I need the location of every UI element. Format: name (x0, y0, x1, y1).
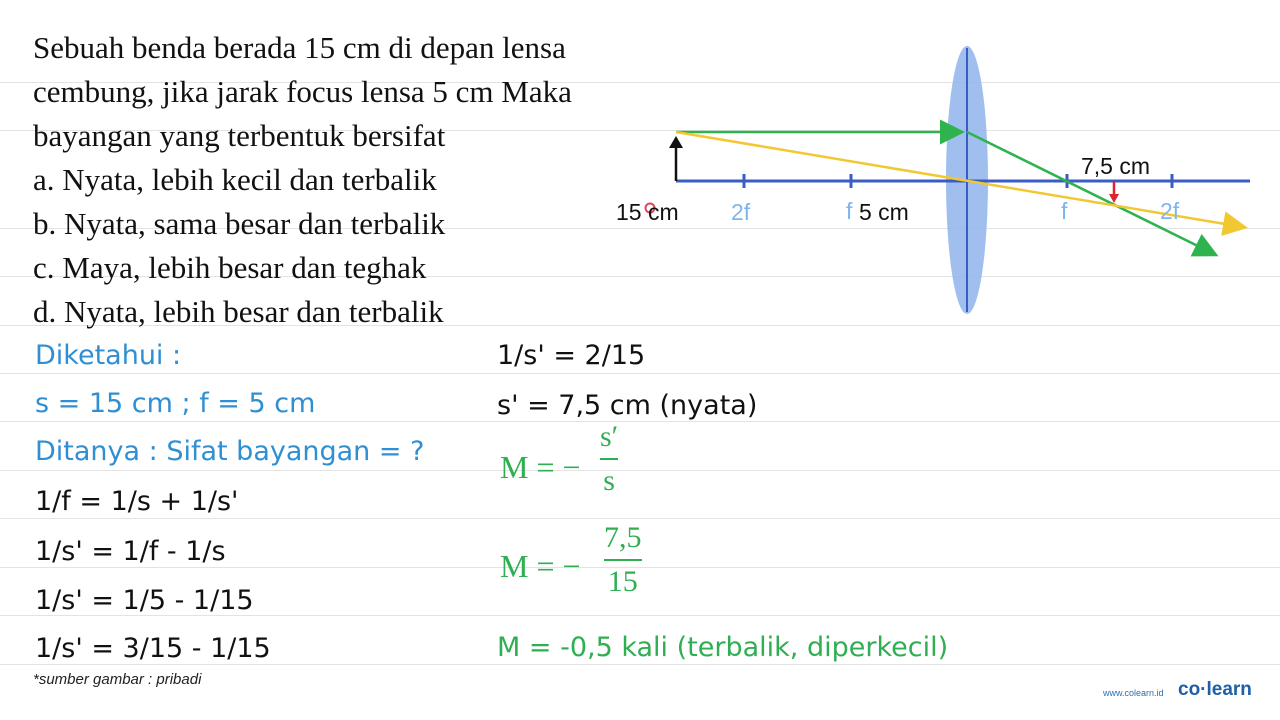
fraction-bar (600, 458, 618, 460)
option-b: b. Nyata, sama besar dan terbalik (33, 206, 446, 241)
label-2f-left: 2f (731, 199, 751, 225)
brand-logo: co·learn (1178, 679, 1252, 700)
fraction-denominator: 15 (607, 565, 638, 598)
magnification-lhs-substituted: M = − (500, 548, 581, 584)
problem-line: bayangan yang terbentuk bersifat (33, 118, 446, 153)
label-f-left: f (846, 198, 853, 224)
equation-substituted: 1/s' = 1/5 - 1/15 (35, 585, 254, 616)
object-distance-label: 15 cm (616, 199, 679, 225)
asked-line: Ditanya : Sifat bayangan = ? (35, 436, 425, 467)
problem-line: cembung, jika jarak focus lensa 5 cm Maka (33, 74, 572, 109)
equation-lens: 1/f = 1/s + 1/s' (35, 486, 239, 517)
magnification-fraction-substituted (604, 521, 642, 599)
equation-common-denominator: 1/s' = 3/15 - 1/15 (35, 633, 271, 664)
source-note: *sumber gambar : pribadi (33, 671, 202, 688)
label-2f-right: 2f (1160, 198, 1180, 224)
fraction-numerator: 7,5 (604, 521, 642, 554)
option-a: a. Nyata, lebih kecil dan terbalik (33, 162, 437, 197)
fraction-numerator: s′ (600, 420, 619, 453)
image-distance-label: 7,5 cm (1081, 153, 1151, 179)
refracted-ray (967, 132, 1214, 254)
magnification-result: M = -0,5 kali (terbalik, diperkecil) (497, 632, 949, 663)
option-d: d. Nyata, lebih besar dan terbalik (33, 294, 444, 329)
equation-rearranged: 1/s' = 1/f - 1/s (35, 536, 226, 567)
fraction-bar (604, 559, 642, 561)
known-values: s = 15 cm ; f = 5 cm (35, 388, 316, 419)
problem-line: Sebuah benda berada 15 cm di depan lensa (33, 30, 566, 65)
label-f-right: f (1061, 198, 1068, 224)
equation-result-fraction: 1/s' = 2/15 (497, 340, 646, 371)
focal-length-label: 5 cm (859, 199, 909, 225)
option-c: c. Maya, lebih besar dan teghak (33, 250, 427, 285)
image-distance-result: s' = 7,5 cm (nyata) (497, 390, 758, 421)
brand-url: www.colearn.id (1103, 688, 1164, 698)
magnification-lhs: M = − (500, 449, 581, 485)
object-arrow-head (669, 136, 683, 148)
fraction-denominator: s (603, 464, 615, 497)
known-title: Diketahui : (35, 340, 182, 371)
magnification-fraction (600, 420, 618, 498)
